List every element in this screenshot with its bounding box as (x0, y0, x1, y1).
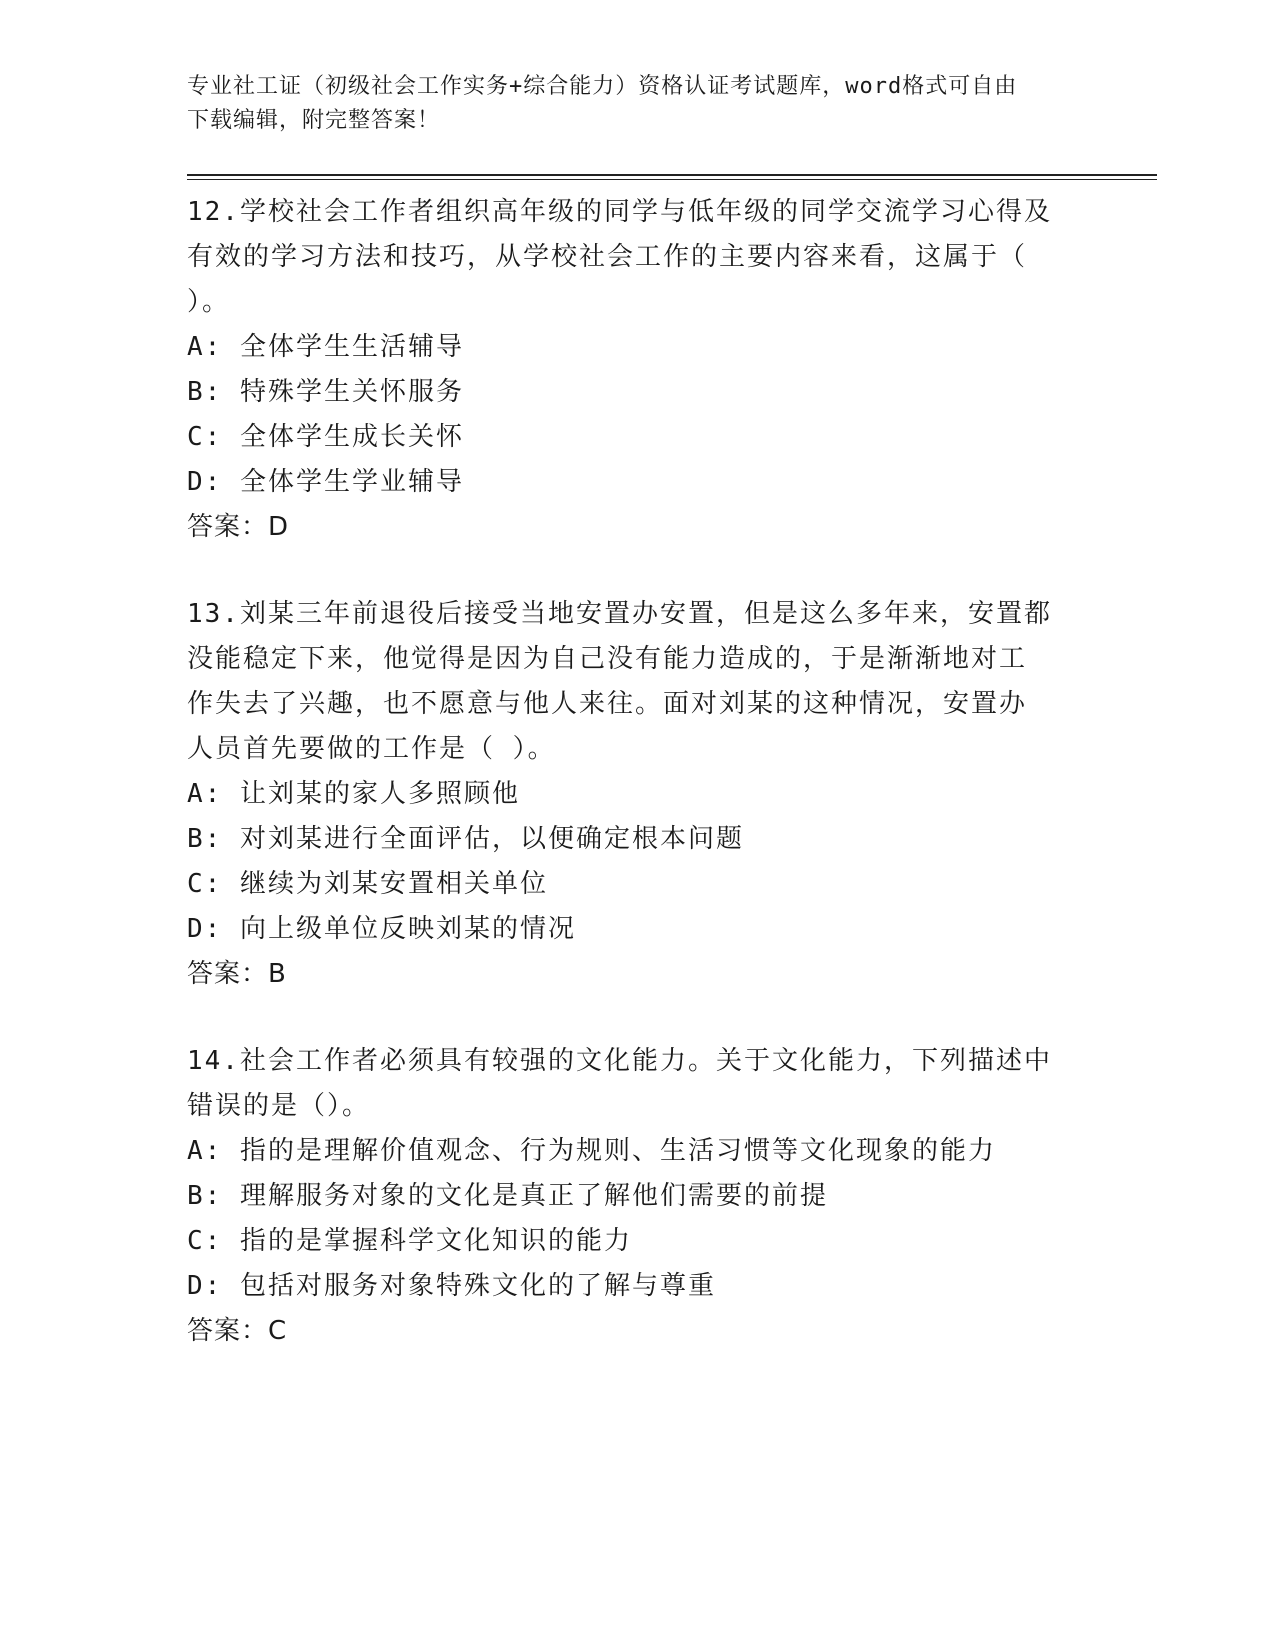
option-c: C: 全体学生成长关怀 (187, 422, 464, 452)
stem-line: 作失去了兴趣，也不愿意与他人来往。面对刘某的这种情况，安置办 (187, 689, 1028, 719)
option-list (187, 772, 1157, 952)
question-14 (187, 1039, 1157, 1354)
option-list (187, 1129, 1157, 1309)
header-divider (187, 174, 1157, 180)
option-a: A: 让刘某的家人多照顾他 (187, 779, 520, 809)
answer-label: 答案：C (187, 1316, 288, 1346)
question-stem (187, 592, 1087, 772)
stem-line: 有效的学习方法和技巧，从学校社会工作的主要内容来看，这属于（ (187, 242, 1028, 272)
stem-line: 12.学校社会工作者组织高年级的同学与低年级的同学交流学习心得及 (187, 197, 1052, 227)
stem-line: 人员首先要做的工作是（ ）。 (187, 734, 556, 764)
option-b: B: 特殊学生关怀服务 (187, 377, 464, 407)
option-list (187, 325, 1157, 505)
option-c: C: 指的是掌握科学文化知识的能力 (187, 1226, 632, 1256)
question-13 (187, 592, 1157, 997)
stem-line: 14.社会工作者必须具有较强的文化能力。关于文化能力，下列描述中 (187, 1046, 1052, 1076)
stem-line: 没能稳定下来，他觉得是因为自己没有能力造成的，于是渐渐地对工 (187, 644, 1028, 674)
answer-label: 答案：B (187, 959, 287, 989)
question-stem (187, 1039, 1087, 1129)
option-d: D: 包括对服务对象特殊文化的了解与尊重 (187, 1271, 716, 1301)
option-b: B: 对刘某进行全面评估，以便确定根本问题 (187, 824, 744, 854)
option-d: D: 向上级单位反映刘某的情况 (187, 914, 576, 944)
divider-thin-line (187, 179, 1157, 180)
stem-line: 错误的是（）。 (187, 1091, 371, 1121)
header-line: 下载编辑，附完整答案！ (187, 108, 441, 133)
option-a: A: 全体学生生活辅导 (187, 332, 464, 362)
header-line: 专业社工证（初级社会工作实务+综合能力）资格认证考试题库，word格式可自由 (187, 74, 1018, 99)
option-a: A: 指的是理解价值观念、行为规则、生活习惯等文化现象的能力 (187, 1136, 996, 1166)
option-c: C: 继续为刘某安置相关单位 (187, 869, 548, 899)
option-b: B: 理解服务对象的文化是真正了解他们需要的前提 (187, 1181, 828, 1211)
stem-line: 13.刘某三年前退役后接受当地安置办安置，但是这么多年来，安置都 (187, 599, 1052, 629)
divider-thick-line (187, 174, 1157, 176)
stem-line: ）。 (187, 287, 231, 317)
option-d: D: 全体学生学业辅导 (187, 467, 464, 497)
answer-label: 答案：D (187, 512, 290, 542)
question-12 (187, 190, 1157, 550)
document-page (187, 70, 1157, 1354)
question-stem (187, 190, 1087, 325)
document-header (187, 70, 1087, 138)
